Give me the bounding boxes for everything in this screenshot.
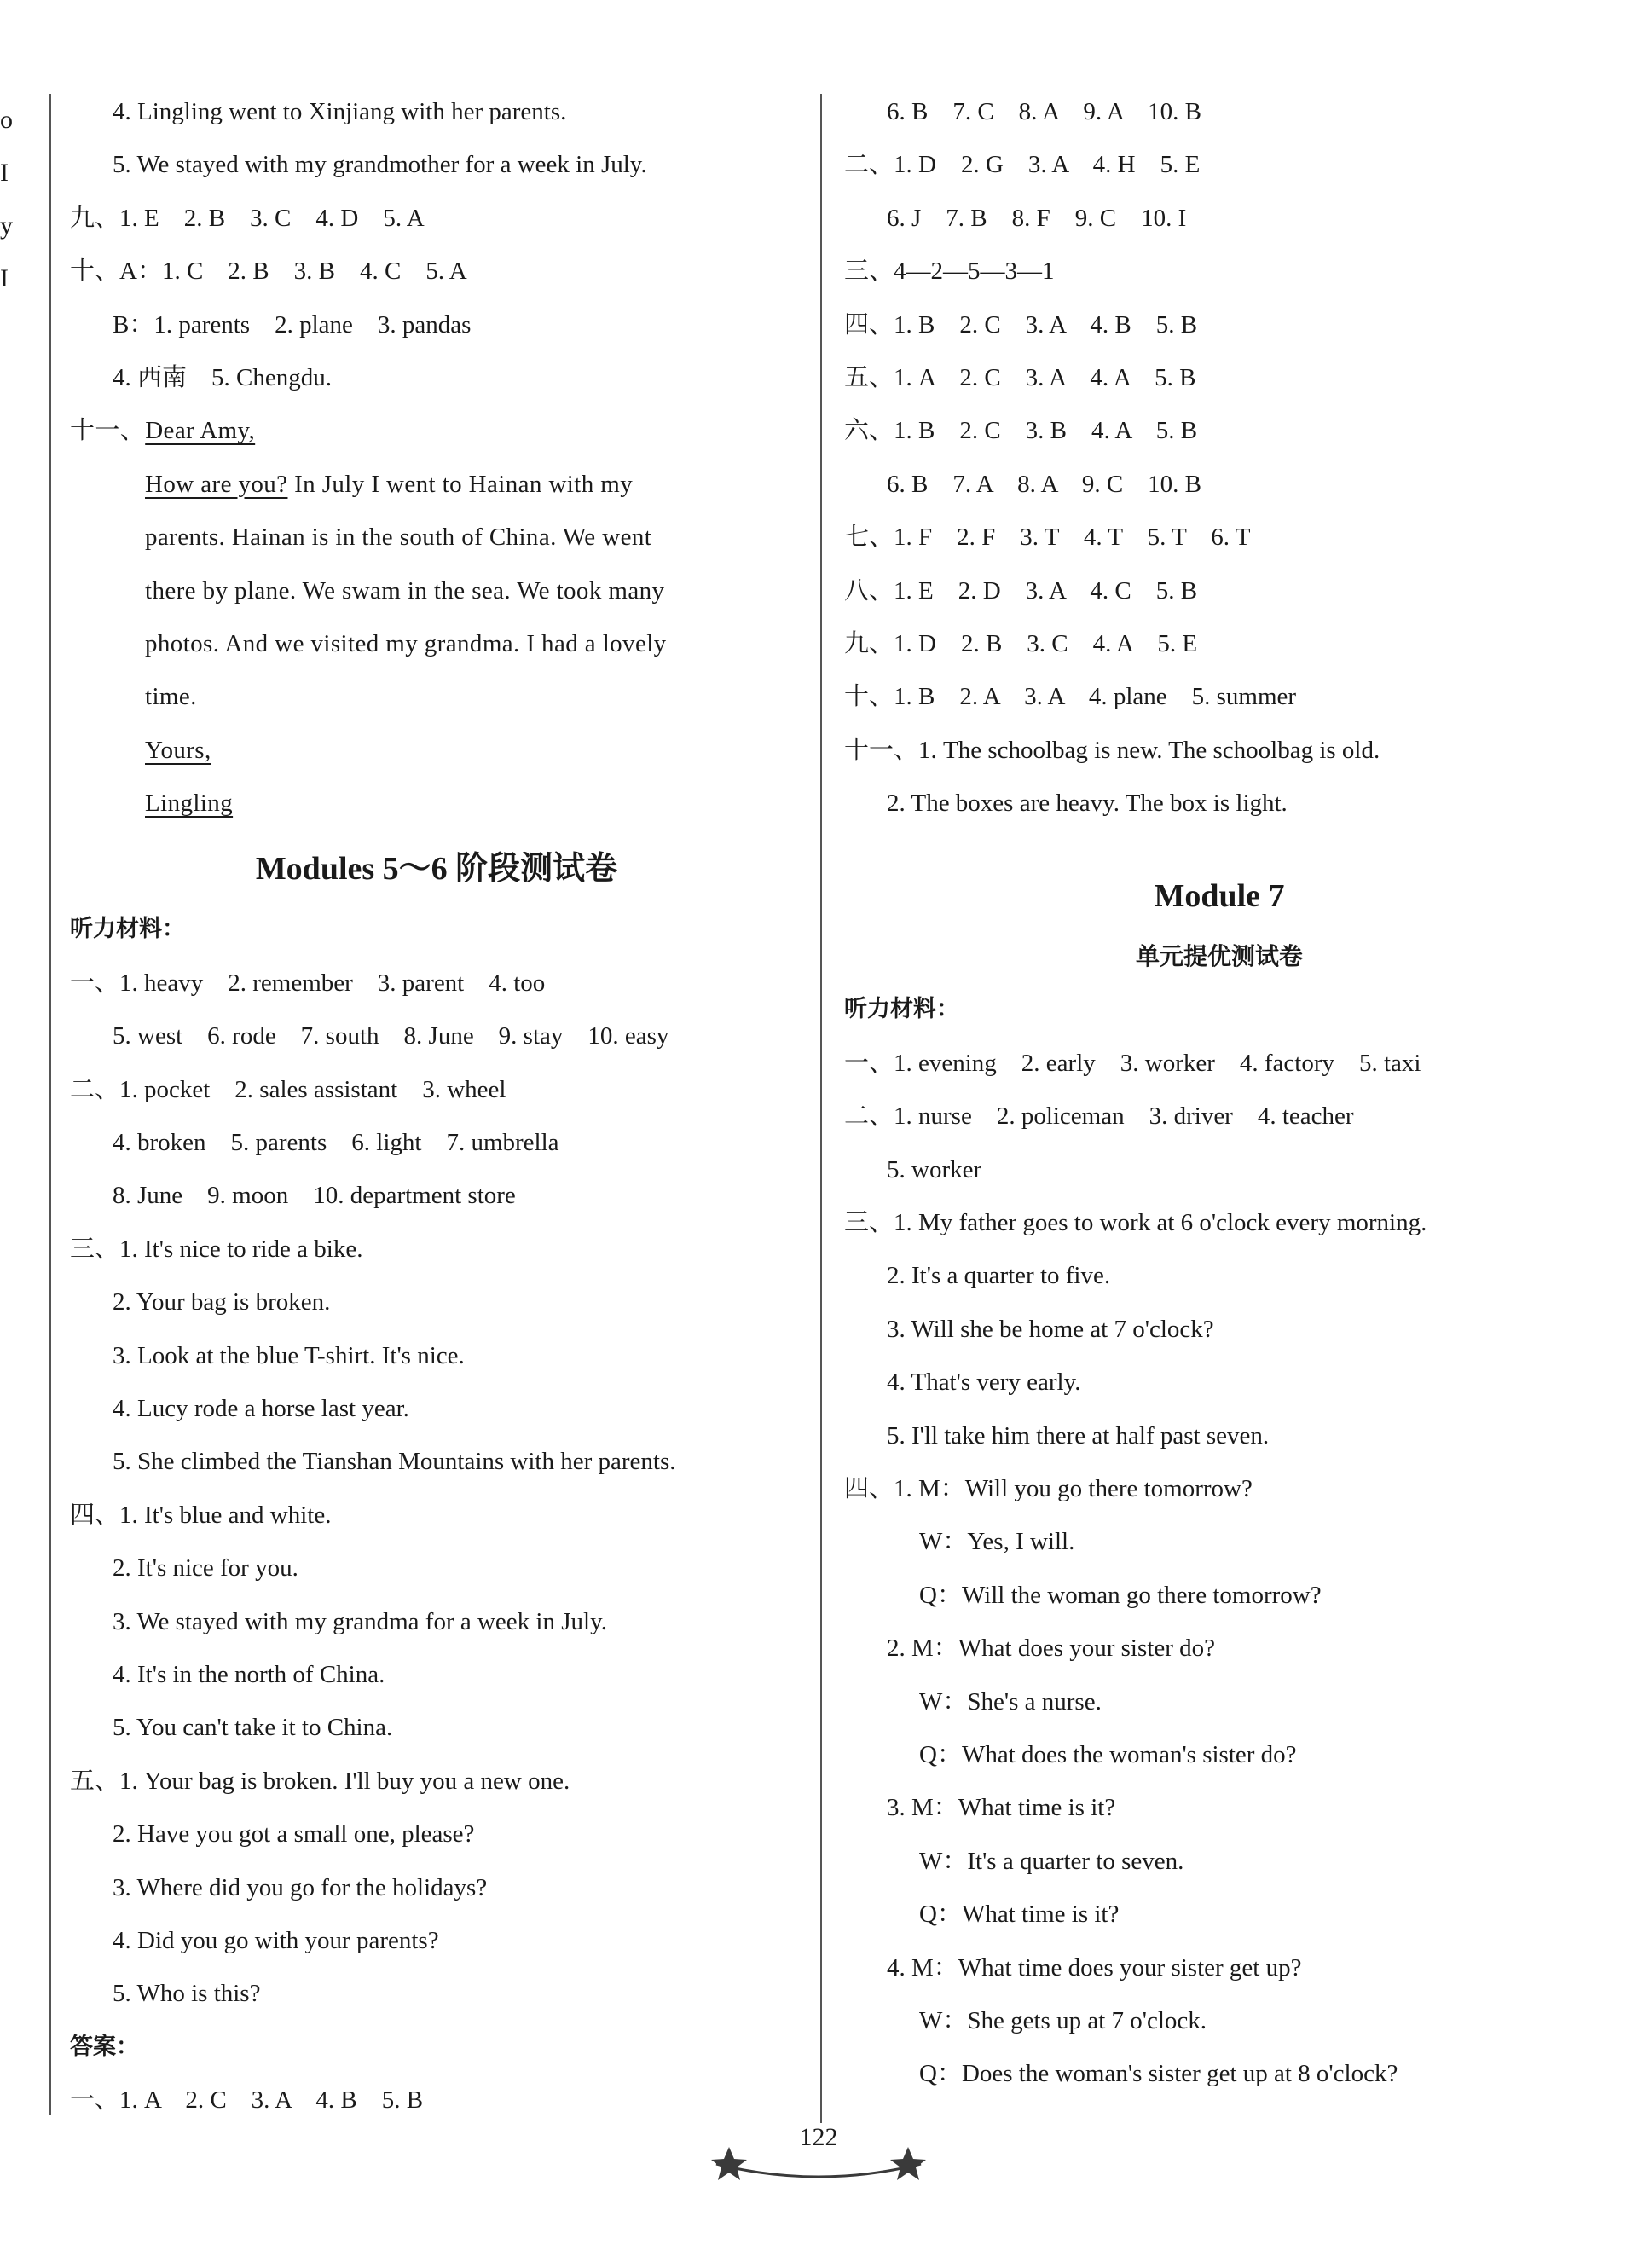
letter-text: time. (145, 683, 197, 711)
left-margin-fragments (0, 94, 26, 305)
margin-fragment: I (0, 159, 9, 187)
answer-line: 6. B 7. C 8. A 9. A 10. B (887, 98, 1202, 125)
listening-line: 5. Who is this? (113, 1980, 261, 2008)
listening-line: 5. I'll take him there at half past seven. (887, 1421, 1270, 1449)
letter-opening: How are you? (145, 470, 288, 498)
margin-fragment: I (0, 264, 9, 292)
listening-line: 4. Did you go with your parents? (113, 1926, 439, 1954)
letter-signature: Lingling (145, 790, 234, 818)
listening-line: 一、1. evening 2. early 3. worker 4. factory 5. taxi (844, 1049, 1421, 1077)
answer-line: 五、1. A 2. C 3. A 4. A 5. B (844, 363, 1196, 391)
listening-line: 3. We stayed with my grandma for a week in July. (113, 1607, 607, 1635)
dialogue-line: W：She's a nurse. (919, 1687, 1102, 1715)
left-column-rule (49, 94, 51, 2115)
listening-line: 二、1. nurse 2. policeman 3. driver 4. teacher (844, 1102, 1354, 1131)
answer-line: 6. B 7. A 8. A 9. C 10. B (887, 470, 1202, 498)
answer-line: 四、1. B 2. C 3. A 4. B 5. B (844, 310, 1198, 338)
answer-line: 6. J 7. B 8. F 9. C 10. I (887, 204, 1187, 232)
letter-text: photos. And we visited my grandma. I had a lovely (145, 629, 667, 657)
letter-greeting: Dear Amy, (145, 417, 256, 445)
listening-line: 五、1. Your bag is broken. I'll buy you a new one. (70, 1767, 570, 1795)
left-column (70, 85, 803, 2126)
letter-text: In July I went to Hainan with my (287, 470, 634, 498)
answer-line: 一、1. A 2. C 3. A 4. B 5. B (70, 2086, 424, 2115)
letter-text: there by plane. We swam in the sea. We took many (145, 576, 665, 605)
module-title: Module 7 (1154, 878, 1285, 915)
page-footer (682, 2123, 955, 2191)
answer-line: 十、A：1. C 2. B 3. B 4. C 5. A (70, 257, 467, 286)
answer-line: 2. The boxes are heavy. The box is light. (887, 790, 1288, 818)
listening-line: 4. It's in the north of China. (113, 1660, 385, 1688)
listening-line: 一、1. heavy 2. remember 3. parent 4. too (70, 969, 546, 997)
answer-line: 六、1. B 2. C 3. B 4. A 5. B (844, 417, 1198, 445)
answer-line: 4. 西南 5. Chengdu. (113, 363, 332, 391)
dialogue-line: 3. M：What time is it? (887, 1794, 1116, 1822)
swoosh-decoration (716, 2164, 921, 2177)
listening-line: 四、1. It's blue and white. (70, 1501, 332, 1529)
listening-line: 三、1. It's nice to ride a bike. (70, 1235, 363, 1263)
listening-line: 4. broken 5. parents 6. light 7. umbrella (113, 1129, 559, 1157)
listening-line: 2. Your bag is broken. (113, 1288, 331, 1316)
letter-closing: Yours, (145, 736, 211, 764)
listening-line: 4. That's very early. (887, 1368, 1081, 1397)
listening-line: 5. You can't take it to China. (113, 1714, 393, 1742)
dialogue-line: Q：What time is it? (919, 1901, 1120, 1929)
answers-label: 答案： (70, 2033, 139, 2060)
answer-line: 九、1. E 2. B 3. C 4. D 5. A (70, 204, 425, 232)
letter-text: parents. Hainan is in the south of China. We went (145, 524, 652, 552)
answer-line: 三、4—2—5—3—1 (844, 257, 1055, 286)
listening-line: 2. Have you got a small one, please? (113, 1820, 475, 1849)
section-prefix: 十一、 (70, 417, 146, 445)
dialogue-line: Q：What does the woman's sister do? (919, 1740, 1297, 1768)
text-line: 5. We stayed with my grandmother for a week in July. (113, 151, 647, 179)
dialogue-line: W：Yes, I will. (919, 1528, 1075, 1556)
right-column (844, 85, 1594, 2101)
dialogue-line: 2. M：What does your sister do? (887, 1634, 1215, 1663)
text-line: 4. Lingling went to Xinjiang with her parents. (113, 98, 567, 125)
dialogue-line: 四、1. M：Will you go there tomorrow? (844, 1474, 1253, 1502)
listening-label: 听力材料： (70, 916, 185, 943)
sample-letter (70, 404, 803, 830)
answer-line: 九、1. D 2. B 3. C 4. A 5. E (844, 629, 1198, 657)
answer-line: 七、1. F 2. F 3. T 4. T 5. T 6. T (844, 524, 1251, 552)
page-number: 122 (799, 2123, 838, 2151)
listening-line: 5. west 6. rode 7. south 8. June 9. stay 10. easy (113, 1022, 669, 1050)
listening-line: 二、1. pocket 2. sales assistant 3. wheel (70, 1075, 506, 1103)
listening-line: 5. worker (887, 1155, 982, 1183)
dialogue-line: Q：Does the woman's sister get up at 8 o'clock? (919, 2060, 1398, 2088)
listening-line: 4. Lucy rode a horse last year. (113, 1394, 409, 1422)
answer-line: 十一、1. The schoolbag is new. The schoolbag is old. (844, 736, 1380, 764)
listening-line: 三、1. My father goes to work at 6 o'clock every morning. (844, 1209, 1427, 1237)
dialogue-line: Q：Will the woman go there tomorrow? (919, 1581, 1322, 1609)
dialogue-line: 4. M：What time does your sister get up? (887, 1953, 1302, 1982)
answer-line: 十、1. B 2. A 3. A 4. plane 5. summer (844, 683, 1297, 711)
answer-line: 八、1. E 2. D 3. A 4. C 5. B (844, 576, 1198, 605)
margin-fragment: o (0, 106, 13, 134)
listening-line: 3. Will she be home at 7 o'clock? (887, 1315, 1214, 1343)
center-column-rule (820, 94, 822, 2123)
answer-line: B：1. parents 2. plane 3. pandas (113, 310, 472, 338)
listening-label: 听力材料： (844, 996, 959, 1023)
listening-line: 2. It's a quarter to five. (887, 1262, 1111, 1290)
unit-title: 单元提优测试卷 (1135, 942, 1303, 971)
listening-line: 2. It's nice for you. (113, 1554, 298, 1582)
dialogue-line: W：It's a quarter to seven. (919, 1847, 1184, 1875)
listening-line: 3. Where did you go for the holidays? (113, 1873, 488, 1901)
margin-fragment: y (0, 211, 13, 240)
dialogue-line: W：She gets up at 7 o'clock. (919, 2006, 1207, 2034)
section-title: Modules 5～6 阶段测试卷 (255, 851, 618, 888)
listening-line: 8. June 9. moon 10. department store (113, 1182, 516, 1210)
answer-line: 二、1. D 2. G 3. A 4. H 5. E (844, 151, 1201, 179)
listening-line: 5. She climbed the Tianshan Mountains with her parents. (113, 1448, 676, 1476)
listening-line: 3. Look at the blue T-shirt. It's nice. (113, 1341, 465, 1369)
